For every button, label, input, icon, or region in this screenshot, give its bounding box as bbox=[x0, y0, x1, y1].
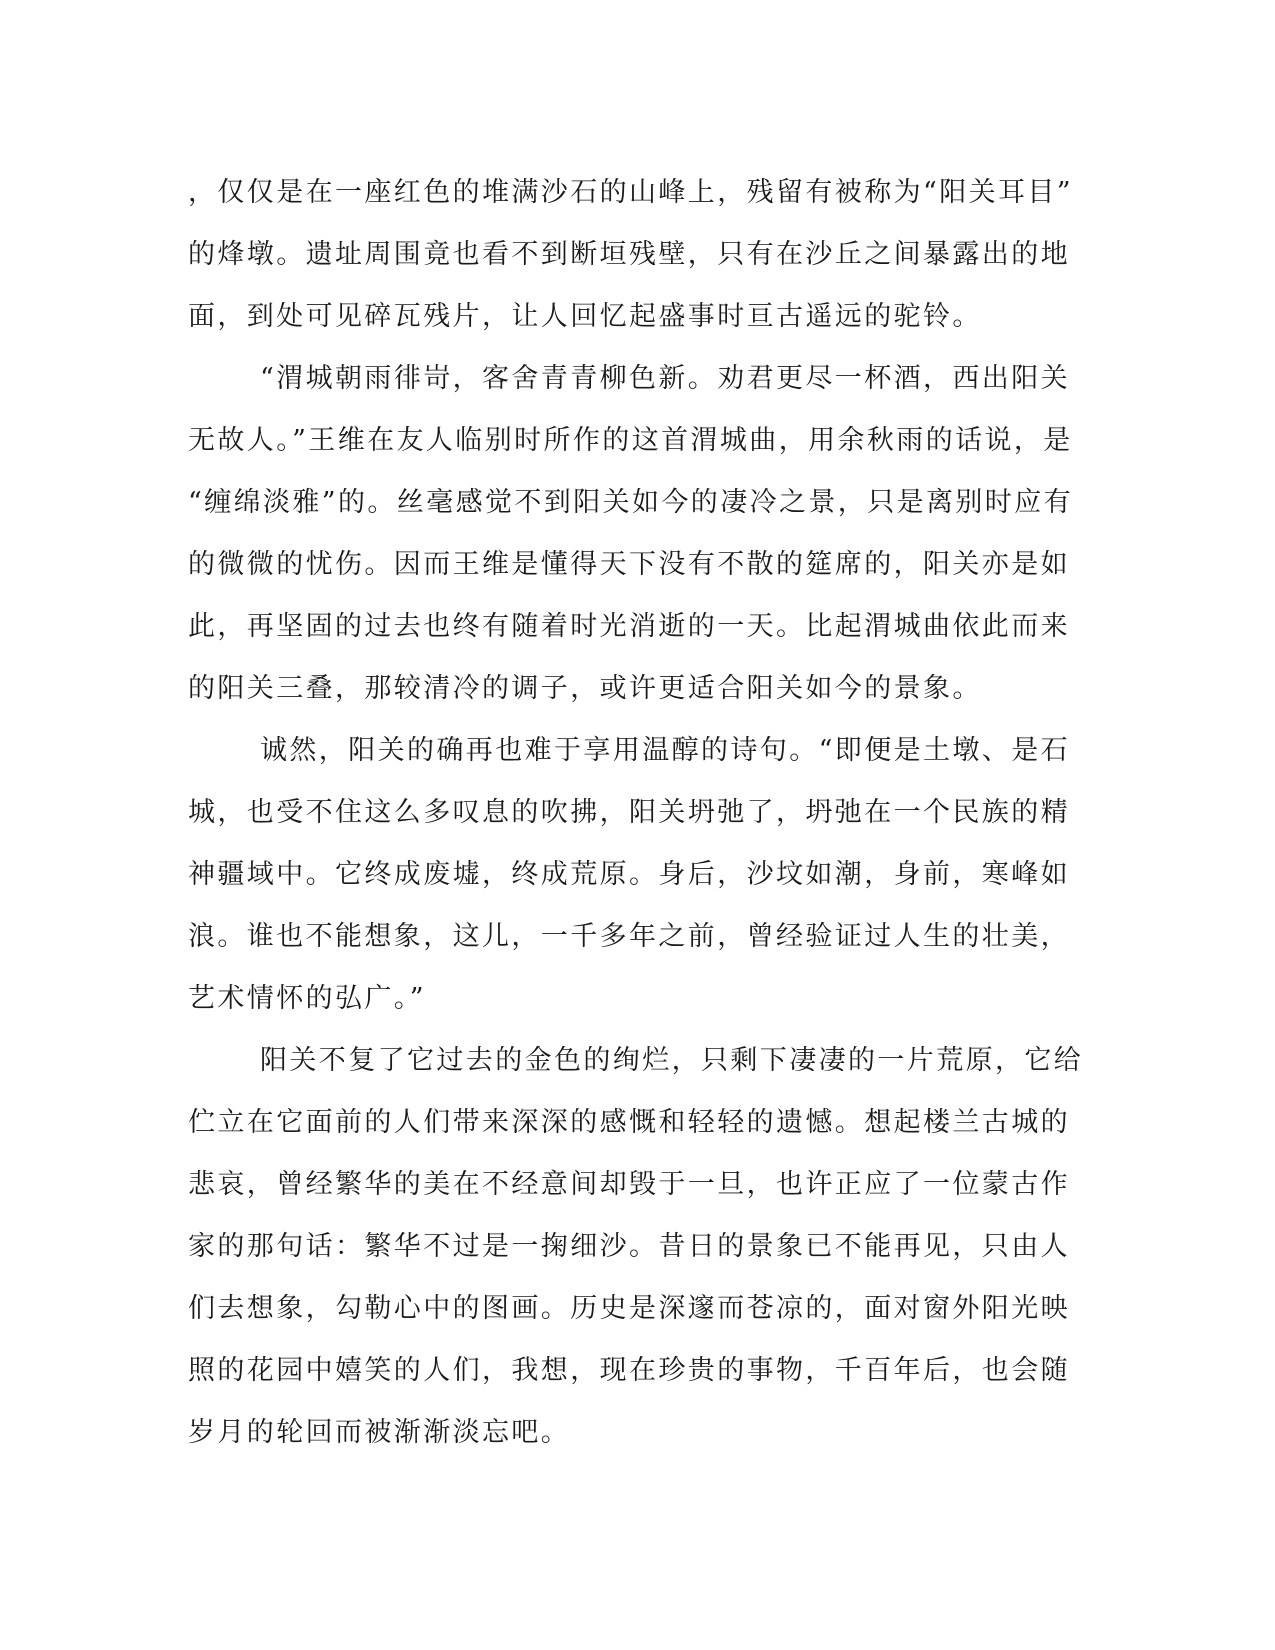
text-line: “缠绵淡雅”的。丝毫感觉不到阳关如今的凄冷之景，只是离别时应有 bbox=[188, 487, 1074, 518]
text-line: 岁月的轮回而被渐渐淡忘吧。 bbox=[188, 1417, 571, 1448]
essay-body bbox=[188, 162, 1088, 1464]
text-line: 的微微的忧伤。因而王维是懂得天下没有不散的筵席的，阳关亦是如 bbox=[188, 549, 1070, 580]
text-line: 面，到处可见碎瓦残片，让人回忆起盛事时亘古遥远的驼铃。 bbox=[188, 301, 982, 332]
text-line: 的烽墩。遗址周围竟也看不到断垣残壁，只有在沙丘之间暴露出的地 bbox=[188, 239, 1070, 270]
text-line: 阳关不复了它过去的金色的绚烂，只剩下凄凄的一片荒原，它给 bbox=[260, 1045, 1084, 1076]
text-line: 们去想象，勾勒心中的图画。历史是深邃而苍凉的，面对窗外阳光映 bbox=[188, 1293, 1070, 1324]
text-line: 家的那句话：繁华不过是一掬细沙。昔日的景象已不能再见，只由人 bbox=[188, 1231, 1070, 1262]
text-line: “渭城朝雨徘岢，客舍青青柳色新。劝君更尽一杯酒，西出阳关 bbox=[260, 363, 1071, 394]
text-line: 浪。谁也不能想象，这儿，一千多年之前，曾经验证过人生的壮美， bbox=[188, 921, 1070, 952]
text-line: ，仅仅是在一座红色的堆满沙石的山峰上，残留有被称为“阳关耳目” bbox=[188, 177, 1074, 208]
text-line: 神疆域中。它终成废墟，终成荒原。身后，沙坟如潮，身前，寒峰如 bbox=[188, 859, 1070, 890]
text-line: 伫立在它面前的人们带来深深的感慨和轻轻的遗憾。想起楼兰古城的 bbox=[188, 1107, 1070, 1138]
text-line: 此，再坚固的过去也终有随着时光消逝的一天。比起渭城曲依此而来 bbox=[188, 611, 1070, 642]
text-line: 无故人。”王维在友人临别时所作的这首渭城曲，用余秋雨的话说，是 bbox=[188, 425, 1073, 456]
text-line: 城，也受不住这么多叹息的吹拂，阳关坍弛了，坍弛在一个民族的精 bbox=[188, 797, 1070, 828]
text-line: 悲哀，曾经繁华的美在不经意间却毁于一旦，也许正应了一位蒙古作 bbox=[188, 1169, 1070, 1200]
text-line: 诚然，阳关的确再也难于享用温醇的诗句。“即便是土墩、是石 bbox=[260, 735, 1071, 766]
text-line: 艺术情怀的弘广。” bbox=[188, 983, 426, 1014]
text-line: 的阳关三叠，那较清冷的调子，或许更适合阳关如今的景象。 bbox=[188, 673, 982, 704]
text-line: 照的花园中嬉笑的人们，我想，现在珍贵的事物，千百年后，也会随 bbox=[188, 1355, 1070, 1386]
